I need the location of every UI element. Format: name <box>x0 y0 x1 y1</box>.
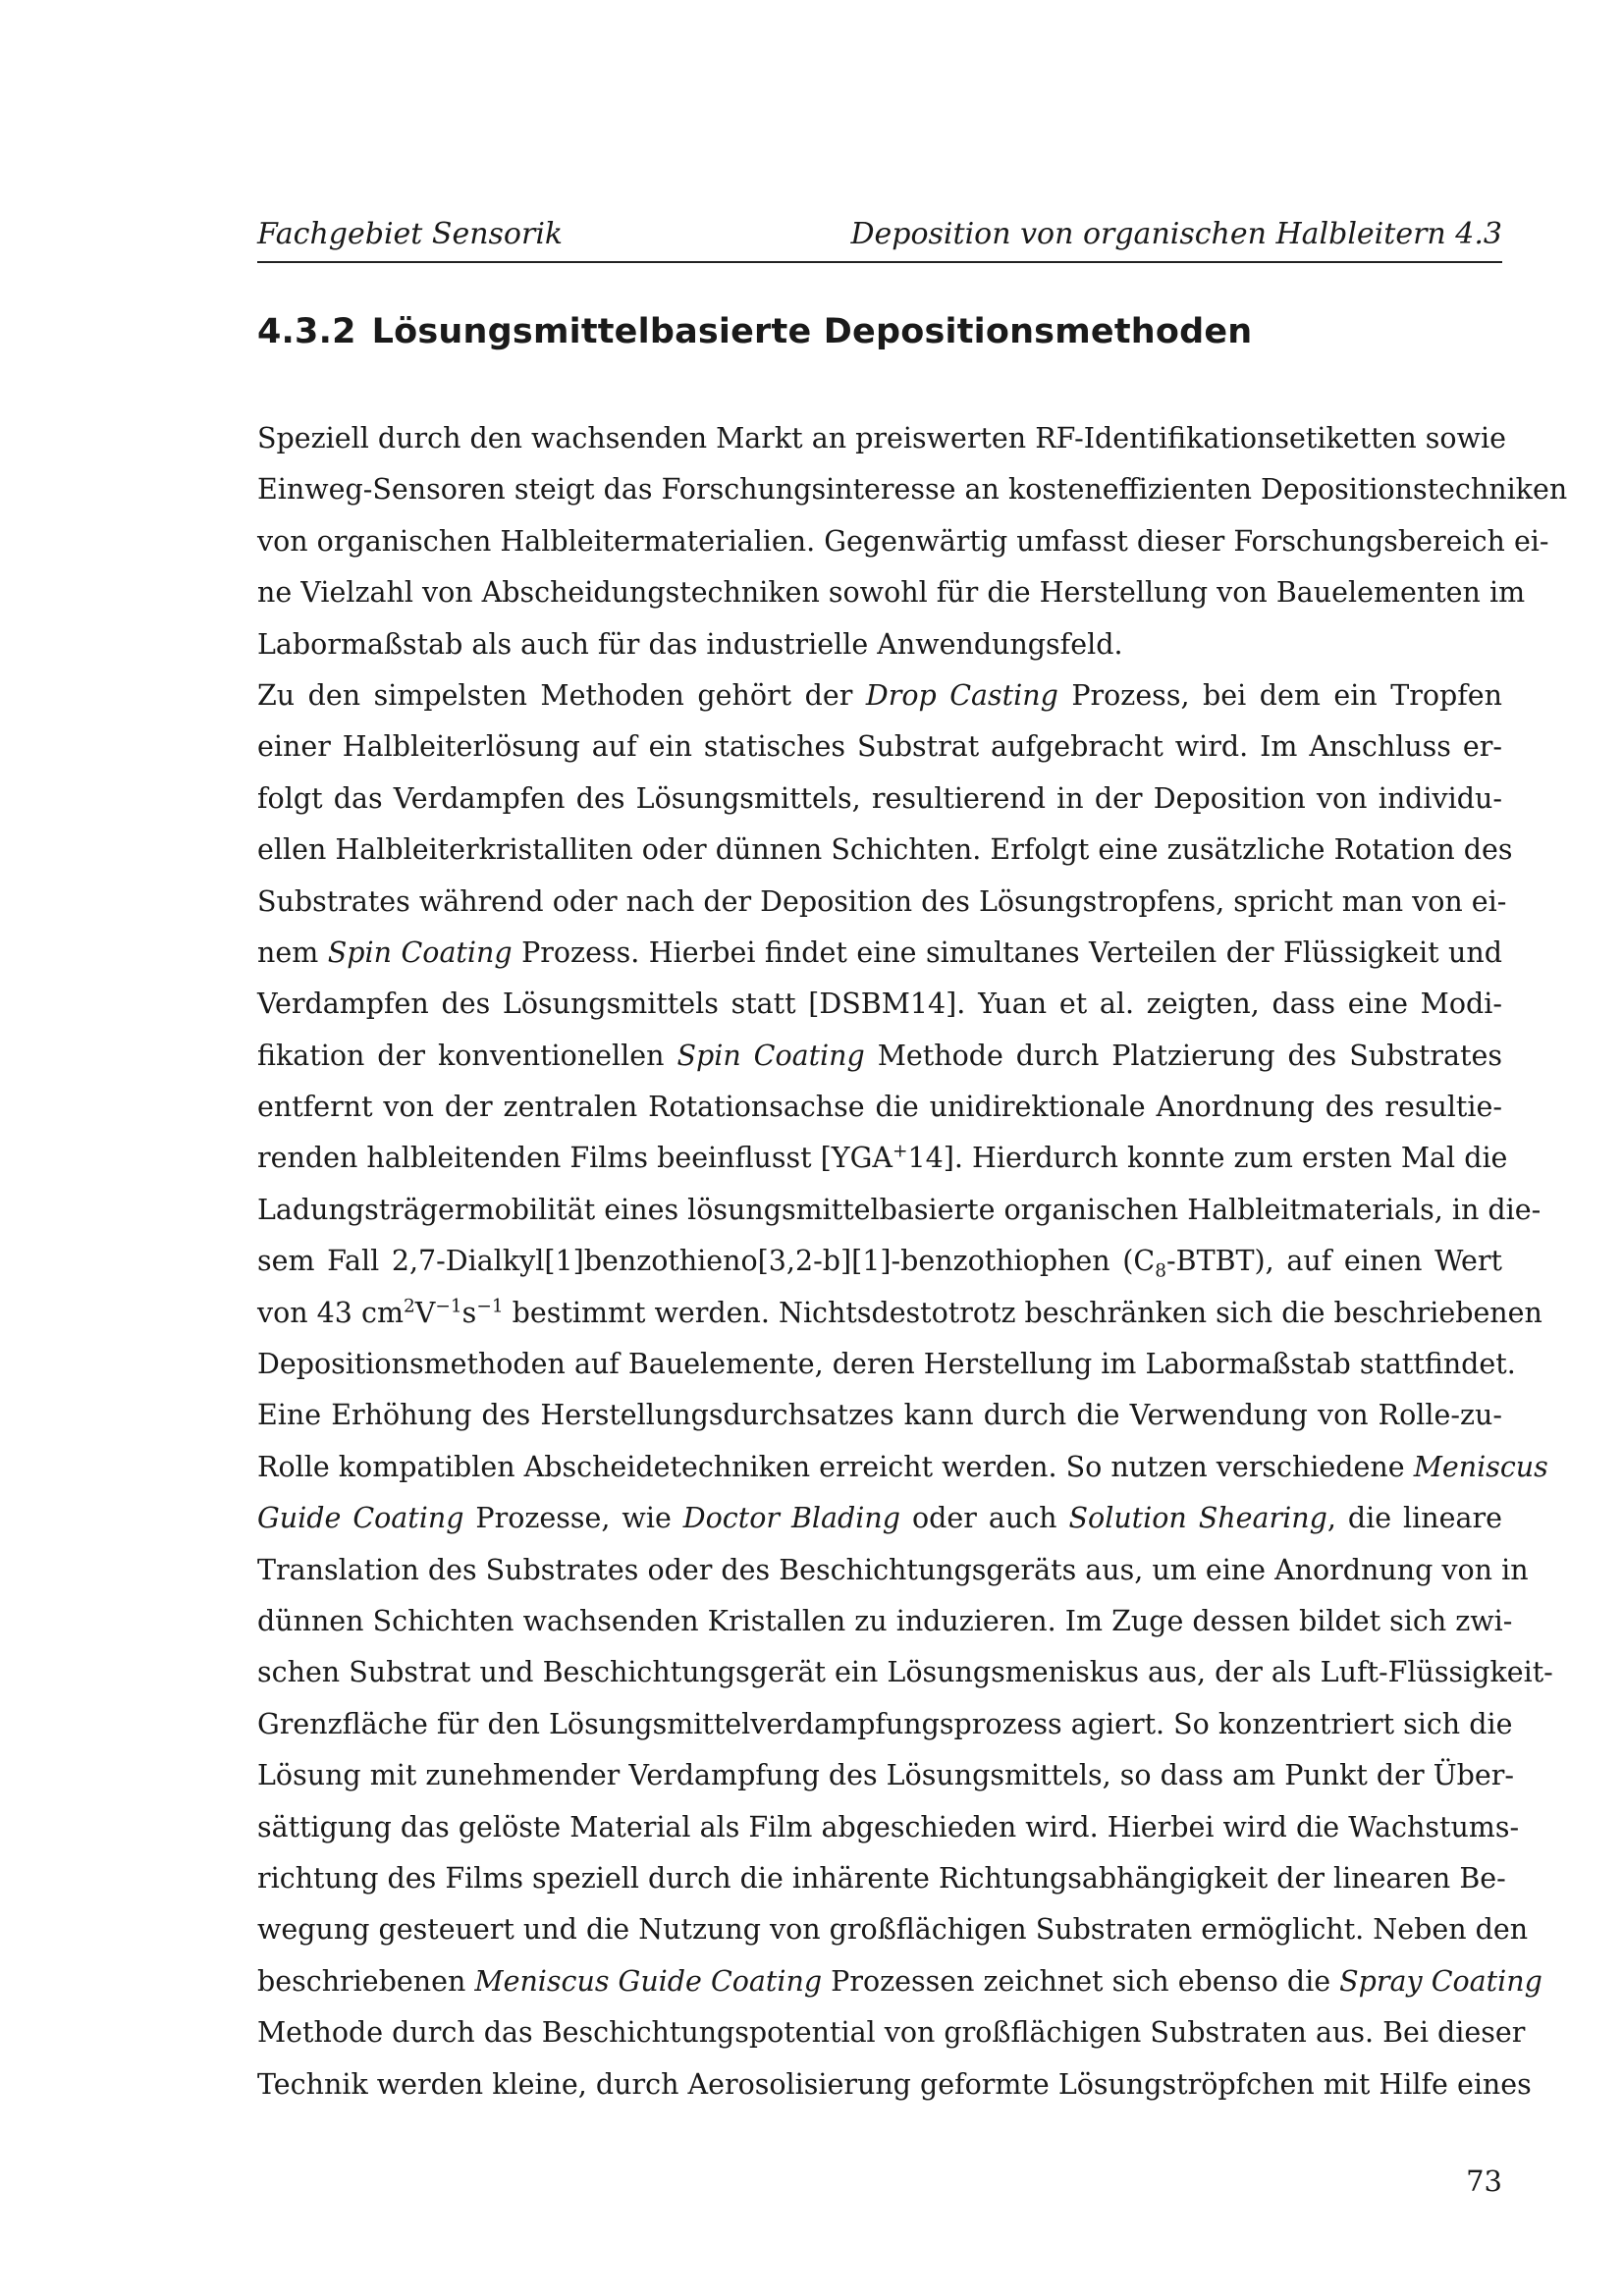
text-line: einer Halbleiterlösung auf ein statisches Substrat aufgebracht wird. Im Anschluss er- <box>257 730 1502 764</box>
text-line: Lösung mit zunehmender Verdampfung des Lösungsmittels, so dass am Punkt der Über- <box>257 1759 1515 1792</box>
text-line: wegung gesteuert und die Nutzung von großflächigen Substraten ermöglicht. Neben den <box>257 1913 1529 1947</box>
text-line: ellen Halbleiterkristalliten oder dünnen Schichten. Erfolgt eine zusätzliche Rotation des <box>257 833 1513 867</box>
text-line: ne Vielzahl von Abscheidungstechniken sowohl für die Herstellung von Bauelementen im <box>257 576 1526 610</box>
text-line: Substrates während oder nach der Deposition des Lösungstropfens, spricht man von ei- <box>257 884 1507 918</box>
text-line: Speziell durch den wachsenden Markt an preiswerten RF-Identifikationsetiketten sowie <box>257 422 1506 454</box>
text-line: Ladungsträgermobilität eines lösungsmittelbasierte organischen Halbleitmaterials, in die- <box>257 1193 1542 1226</box>
section-heading <box>257 312 1252 351</box>
text-line: Eine Erhöhung des Herstellungsdurchsatzes kann durch die Verwendung von Rolle-zu- <box>257 1399 1502 1432</box>
header-right: Deposition von organischen Halbleitern 4.3 <box>850 217 1502 251</box>
text-line: Technik werden kleine, durch Aerosolisierung geformte Lösungströpfchen mit Hilfe eines <box>257 2067 1532 2101</box>
text-line: Translation des Substrates oder des Beschichtungsgeräts aus, um eine Anordnung von in <box>257 1553 1529 1586</box>
header-left: Fachgebiet Sensorik <box>257 217 564 251</box>
text-line: entfernt von der zentralen Rotationsachse die unidirektionale Anordnung des resultie- <box>257 1091 1502 1124</box>
text-line: Einweg-Sensoren steigt das Forschungsinteresse an kosteneffizienten Depositionstechniken <box>257 473 1568 507</box>
text-line: Rolle kompatiblen Abscheidetechniken erreicht werden. So nutzen verschiedene Meniscus <box>257 1450 1548 1483</box>
text-line: dünnen Schichten wachsenden Kristallen zu induzieren. Im Zuge dessen bildet sich zwi- <box>257 1604 1513 1637</box>
text-line: richtung des Films speziell durch die inhärente Richtungsabhängigkeit der linearen Be- <box>257 1861 1506 1895</box>
text-line: beschriebenen Meniscus Guide Coating Prozessen zeichnet sich ebenso die Spray Coating <box>257 1964 1542 1998</box>
text-line: fikation der konventionellen Spin Coating Methode durch Platzierung des Substrates <box>257 1039 1502 1072</box>
running-header <box>257 212 1502 263</box>
text-line: Zu den simpelsten Methoden gehört der Drop Casting Prozess, bei dem ein Tropfen <box>257 678 1503 712</box>
page-number: 73 <box>1466 2164 1502 2198</box>
text-line: nem Spin Coating Prozess. Hierbei findet eine simultanes Verteilen der Flüssigkeit und <box>257 935 1503 969</box>
text-line: renden halbleitenden Films beeinflusst [YGA+14]. Hierdurch konnte zum ersten Mal die <box>257 1141 1508 1175</box>
text-line: Grenzfläche für den Lösungsmittelverdampfungsprozess agiert. So konzentriert sich die <box>257 1707 1513 1740</box>
text-line: Methode durch das Beschichtungspotential von großflächigen Substraten aus. Bei dieser <box>257 2016 1526 2050</box>
text-line: sättigung das gelöste Material als Film abgeschieden wird. Hierbei wird die Wachstums- <box>257 1810 1520 1843</box>
text-line: von 43 $cm^2V^{-1}s^{-1}$ bestimmt werden. Nichtsdestotrotz beschränken sich die beschriebenen <box>257 1296 1542 1329</box>
section-title: Lösungsmittelbasierte Depositionsmethoden <box>371 312 1253 351</box>
text-line: schen Substrat und Beschichtungsgerät ein Lösungsmeniskus aus, der als Luft-Flüssigkeit- <box>257 1656 1553 1689</box>
text-line: folgt das Verdampfen des Lösungsmittels, resultierend in der Deposition von individu- <box>257 781 1502 815</box>
text-line: Guide Coating Prozesse, wie Doctor Blading oder auch Solution Shearing, die lineare <box>257 1502 1502 1535</box>
section-number: 4.3.2 <box>257 312 356 351</box>
body-text <box>257 413 1568 2110</box>
text-line: Verdampfen des Lösungsmittels statt [DSBM14]. Yuan et al. zeigten, dass eine Modi- <box>257 988 1502 1021</box>
text-line: von organischen Halbleitermaterialien. Gegenwärtig umfasst dieser Forschungsbereich ei- <box>257 524 1549 558</box>
text-line: sem Fall 2,7-Dialkyl[1]benzothieno[3,2-b][1]-benzothiophen $(C_8-BTBT)$, auf einen Wert <box>257 1245 1502 1282</box>
text-line: Depositionsmethoden auf Bauelemente, deren Herstellung im Labormaßstab stattfindet. <box>257 1348 1516 1381</box>
text-line: Labormaßstab als auch für das industrielle Anwendungsfeld. <box>257 627 1123 661</box>
